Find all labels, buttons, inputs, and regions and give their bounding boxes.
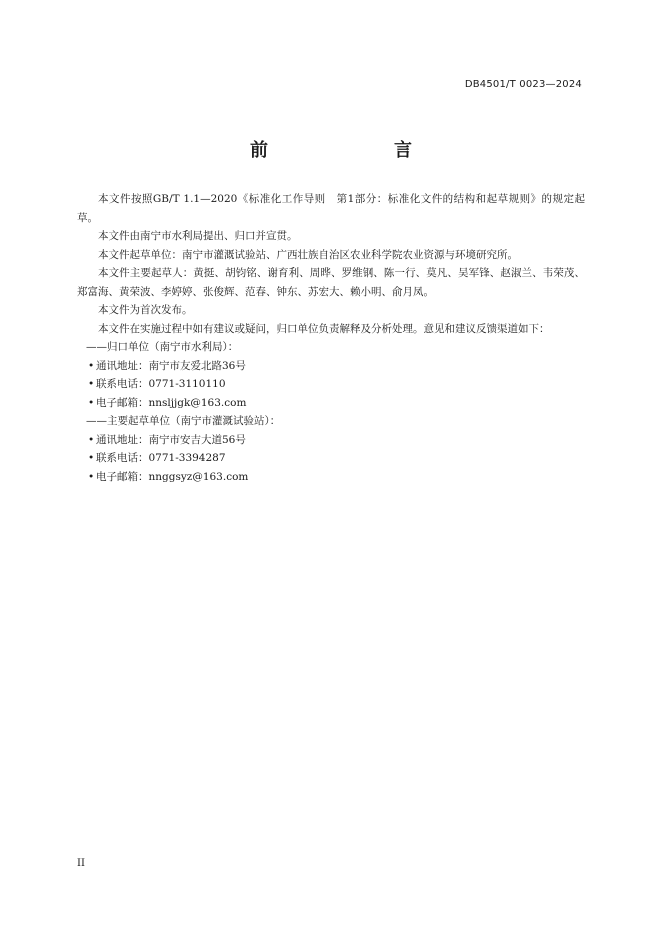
contact-address-text: 通讯地址：南宁市安吉大道56号 (96, 433, 246, 446)
bullet-icon: • (88, 359, 95, 372)
page-title: 前 言 (250, 140, 442, 161)
contact-phone-text: 联系电话：0771-3394287 (96, 452, 226, 464)
contact-heading-unit1: ——归口单位（南宁市水利局）： (86, 341, 239, 353)
paragraph-first-release: 本文件为首次发布。 (98, 304, 193, 316)
bullet-icon: • (88, 378, 95, 390)
contact-phone-text: 联系电话：0771-3110110 (96, 378, 226, 390)
bullet-icon: • (88, 433, 95, 446)
contact-email-text: 电子邮箱：nnsljjgk@163.com (96, 396, 247, 409)
contact-email-unit2 (77, 468, 585, 487)
contact-address-unit2 (77, 431, 585, 450)
document-code: DB4501/T 0023—2024 (464, 79, 582, 90)
foreword-body (77, 190, 585, 486)
bullet-icon: • (88, 470, 95, 483)
contact-heading-unit2: ——主要起草单位（南宁市灌溉试验站）： (86, 415, 281, 427)
bullet-icon: • (88, 452, 95, 464)
paragraph-drafting-rules: 本文件按照GB/T 1.1—2020《标准化工作导则 第1部分：标准化文件的结构和起草规则》的规定起草。 (77, 193, 585, 224)
paragraph-proposer: 本文件由南宁市水利局提出、归口并宣贯。 (98, 230, 298, 242)
contact-email-text: 电子邮箱：nnggsyz@163.com (96, 470, 249, 483)
paragraph-feedback: 本文件在实施过程中如有建议或疑问，归口单位负责解释及分析处理。意见和建议反馈渠道如下： (98, 322, 550, 335)
contact-address-text: 通讯地址：南宁市友爱北路36号 (96, 359, 246, 372)
paragraph-drafters: 本文件主要起草人：黄挺、胡钧铭、谢育利、周晔、罗维钢、陈一行、莫凡、吴军锋、赵淑兰、韦荣茂、郑富海、黄荣波、李婷婷、张俊辉、范春、钟东、苏宏大、赖小明、俞月凤。 (77, 267, 585, 298)
contact-email-unit1 (77, 394, 585, 413)
contact-phone-unit1 (77, 375, 585, 394)
contact-address-unit1 (77, 357, 585, 376)
paragraph-drafting-units: 本文件起草单位：南宁市灌溉试验站、广西壮族自治区农业科学院农业资源与环境研究所。 (98, 248, 518, 261)
contact-phone-unit2 (77, 449, 585, 468)
page-number: II (77, 858, 85, 869)
bullet-icon: • (88, 396, 95, 409)
